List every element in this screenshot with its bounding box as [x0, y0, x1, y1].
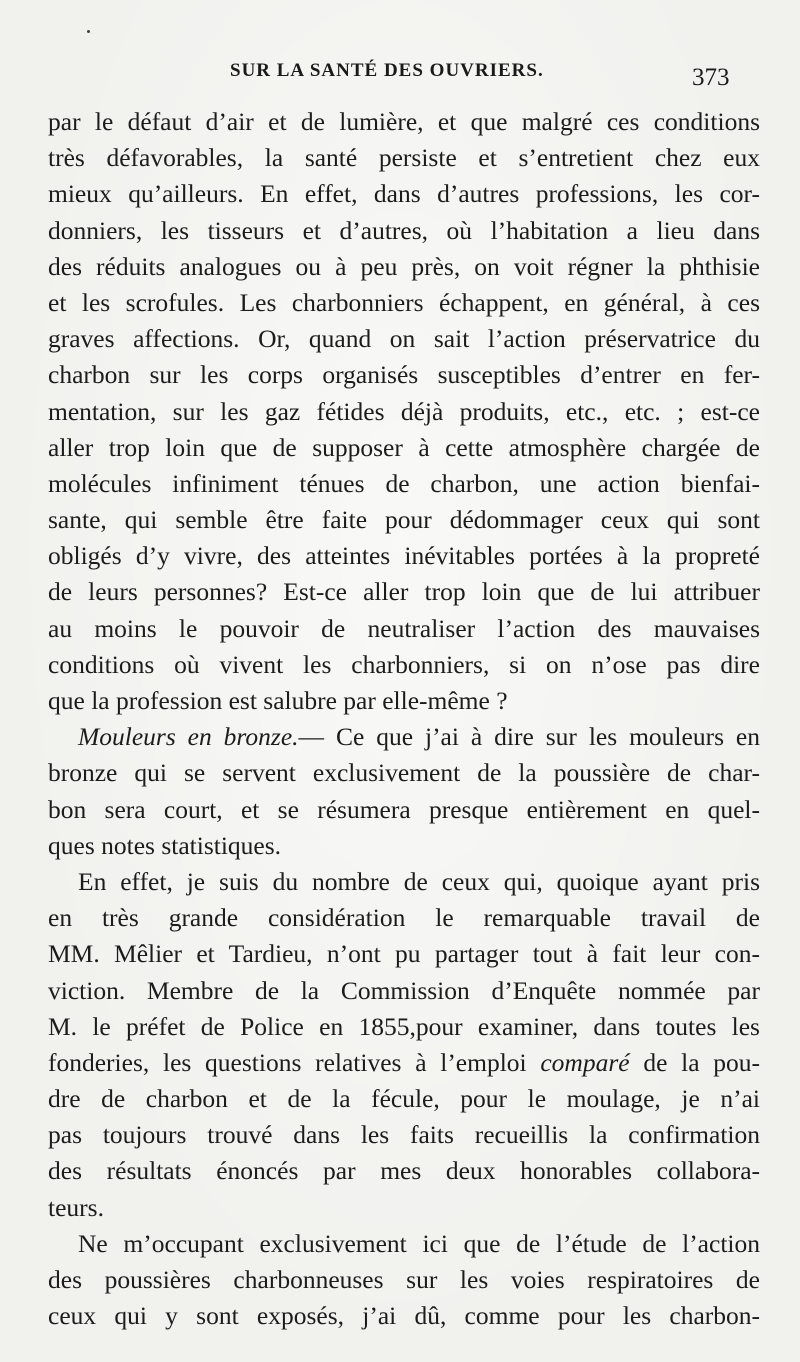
line-text: fonderies, les questions relatives à l’emploi	[48, 1047, 541, 1077]
line-text: conditions où vivent les charbonniers, si on n’ose pas dire	[48, 649, 760, 679]
line-text: viction. Membre de la Commission d’Enquête nommée par	[48, 975, 760, 1005]
line-text: graves affections. Or, quand on sait l’action préservatrice du	[48, 324, 760, 354]
text-line	[48, 574, 760, 610]
text-line	[48, 249, 760, 285]
line-text: aller trop loin que de supposer à cette atmosphère chargée de	[48, 432, 760, 462]
text-line	[48, 755, 760, 791]
text-line	[48, 104, 760, 140]
text-line	[48, 828, 760, 864]
text-line	[48, 1009, 760, 1045]
text-line	[48, 973, 760, 1009]
line-text: bon sera court, et se résumera presque entièrement en quel-	[48, 794, 760, 824]
text-line	[48, 285, 760, 321]
text-line	[48, 538, 760, 574]
line-text: et les scrofules. Les charbonniers échappent, en général, à ces	[48, 287, 760, 317]
text-line	[48, 1190, 760, 1226]
running-title: SUR LA SANTÉ DES OUVRIERS.	[230, 60, 544, 81]
text-line	[48, 176, 760, 212]
italic-text: comparé	[540, 1047, 630, 1077]
text-line	[48, 1081, 760, 1117]
text-line	[48, 502, 760, 538]
line-text: molécules infiniment ténues de charbon, une action bienfai-	[48, 468, 760, 498]
text-line	[48, 864, 760, 900]
text-line	[48, 466, 760, 502]
text-line	[48, 1226, 760, 1262]
line-text: des réduits analogues ou à peu près, on voit régner la phthisie	[48, 251, 760, 281]
line-text: — Ce que j’ai à dire sur les mouleurs en	[298, 722, 760, 752]
line-text: de la pou-	[629, 1047, 760, 1077]
line-text: bronze qui se servent exclusivement de la poussière de char-	[48, 758, 760, 788]
line-text: que la profession est salubre par elle-même ?	[48, 686, 508, 715]
text-line	[48, 1298, 760, 1334]
line-text: mieux qu’ailleurs. En effet, dans d’autres professions, les cor-	[48, 179, 760, 209]
text-line	[48, 936, 760, 972]
line-text: en très grande considération le remarquable travail de	[48, 903, 760, 933]
line-text: MM. Mêlier et Tardieu, n’ont pu partager tout à fait leur con-	[48, 939, 760, 969]
text-line	[48, 719, 760, 755]
line-text: par le défaut d’air et de lumière, et que malgré ces conditions	[48, 107, 760, 136]
text-line	[48, 1117, 760, 1153]
page-number: 373	[692, 64, 730, 91]
line-text: des résultats énoncés par mes deux honorables collabora-	[48, 1156, 760, 1186]
text-line	[48, 900, 760, 936]
text-line	[48, 792, 760, 828]
text-line	[48, 647, 760, 683]
line-text: teurs.	[48, 1192, 104, 1222]
text-line	[48, 140, 760, 176]
body-text	[48, 104, 760, 1334]
line-text: obligés d’y vivre, des atteintes inévitables portées à la propreté	[48, 541, 760, 571]
text-line	[48, 394, 760, 430]
line-text: dre de charbon et de la fécule, pour le moulage, je n’ai	[48, 1084, 760, 1114]
line-text: ceux qui y sont exposés, j’ai dû, comme pour les charbon-	[48, 1301, 760, 1331]
text-line	[48, 430, 760, 466]
text-line	[48, 611, 760, 647]
line-text: très défavorables, la santé persiste et s’entretient chez eux	[48, 143, 760, 173]
text-line	[48, 357, 760, 393]
line-text: ques notes statistiques.	[48, 830, 282, 860]
line-text: des poussières charbonneuses sur les voies respiratoires de	[48, 1265, 760, 1294]
line-text: Ne m’occupant exclusivement ici que de l’étude de l’action	[78, 1228, 760, 1258]
text-line	[48, 1045, 760, 1081]
line-text: charbon sur les corps organisés susceptibles d’entrer en fer-	[48, 360, 760, 390]
line-text: En effet, je suis du nombre de ceux qui, quoique ayant pris	[78, 866, 760, 896]
line-text: de leurs personnes? Est-ce aller trop loin que de lui attribuer	[48, 577, 760, 607]
text-line	[48, 683, 760, 719]
text-line	[48, 321, 760, 357]
line-text: au moins le pouvoir de neutraliser l’action des mauvaises	[48, 613, 760, 643]
ink-speck	[87, 30, 90, 33]
italic-text: Mouleurs en bronze.	[78, 722, 299, 752]
line-text: sante, qui semble être faite pour dédommager ceux qui sont	[48, 505, 760, 535]
text-line	[48, 1262, 760, 1298]
line-text: M. le préfet de Police en 1855,pour examiner, dans toutes les	[48, 1011, 760, 1041]
line-text: pas toujours trouvé dans les faits recueillis la confirmation	[48, 1120, 760, 1150]
line-text: mentation, sur les gaz fétides déjà produits, etc., etc. ; est-ce	[48, 396, 760, 426]
line-text: donniers, les tisseurs et d’autres, où l’habitation a lieu dans	[48, 215, 760, 245]
text-line	[48, 1153, 760, 1189]
text-line	[48, 213, 760, 249]
